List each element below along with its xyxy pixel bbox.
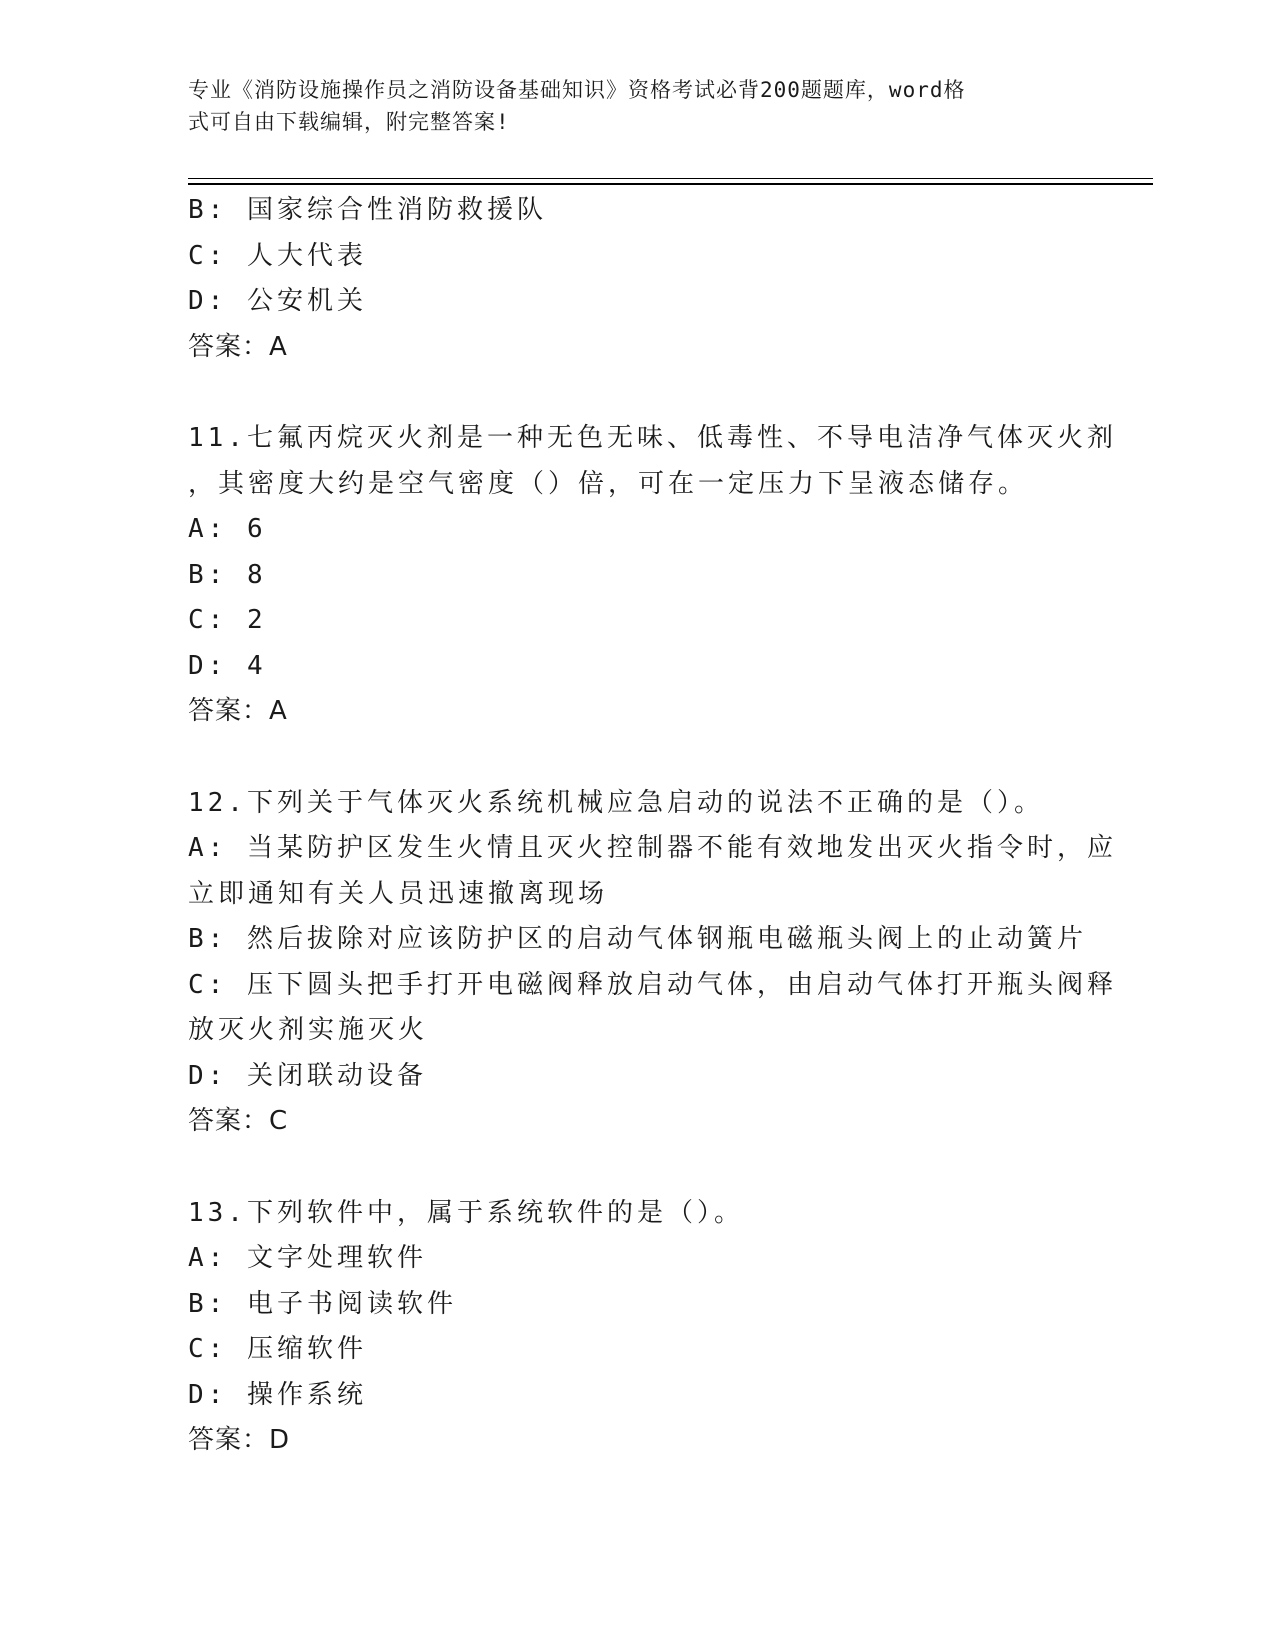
question-text: 13.下列软件中，属于系统软件的是（）。 [188,1197,744,1228]
spacer [188,735,1088,781]
question-11 [188,416,1117,735]
question-text-line-2: ，其密度大约是空气密度（）倍，可在一定压力下呈液态储存。 [188,468,1029,499]
option-d: D: 4 [188,650,267,681]
answer: 答案：A [188,696,288,726]
question-12 [188,781,1117,1145]
option-c: C: 压缩软件 [188,1334,367,1364]
option-c-line-2: 放灭火剂实施灭火 [188,1015,429,1045]
header-divider-thick [188,183,1153,185]
document-header [188,74,1068,138]
option-d: D: 公安机关 [188,286,367,316]
option-c: C: 2 [188,605,267,635]
answer: 答案：A [188,331,288,362]
question-list [188,188,1117,1464]
spacer [188,1145,1088,1191]
question-text-line-1: 11.七氟丙烷灭火剂是一种无色无味、低毒性、不导电洁净气体灭火剂 [188,423,1117,453]
option-a: A: 6 [188,514,267,544]
option-d: D: 操作系统 [188,1379,367,1410]
option-b: B: 然后拔除对应该防护区的启动气体钢瓶电磁瓶头阀上的止动簧片 [188,924,1087,954]
spacer [188,370,1088,416]
question-text: 12.下列关于气体灭火系统机械应急启动的说法不正确的是（）。 [188,787,1044,818]
answer: 答案：C [188,1106,289,1136]
header-line-1: 专业《消防设施操作员之消防设备基础知识》资格考试必背200题题库，word格 [188,78,966,102]
question-13 [188,1191,1088,1464]
option-a-line-1: A: 当某防护区发生火情且灭火控制器不能有效地发出灭火指令时，应 [188,833,1117,863]
option-c-line-1: C: 压下圆头把手打开电磁阀释放启动气体，由启动气体打开瓶头阀释 [188,969,1117,1000]
option-b: B: 8 [188,559,267,590]
option-d: D: 关闭联动设备 [188,1060,427,1091]
option-b: B: 电子书阅读软件 [188,1288,457,1319]
option-a: A: 文字处理软件 [188,1243,427,1273]
option-a-line-2: 立即通知有关人员迅速撤离现场 [188,878,609,909]
header-line-2: 式可自由下载编辑，附完整答案! [188,110,510,134]
answer: 答案：D [188,1425,291,1455]
option-b: B: 国家综合性消防救援队 [188,195,547,225]
option-c: C: 人大代表 [188,240,367,271]
question-10-continued [188,188,1088,370]
header-divider-thin [188,178,1153,179]
